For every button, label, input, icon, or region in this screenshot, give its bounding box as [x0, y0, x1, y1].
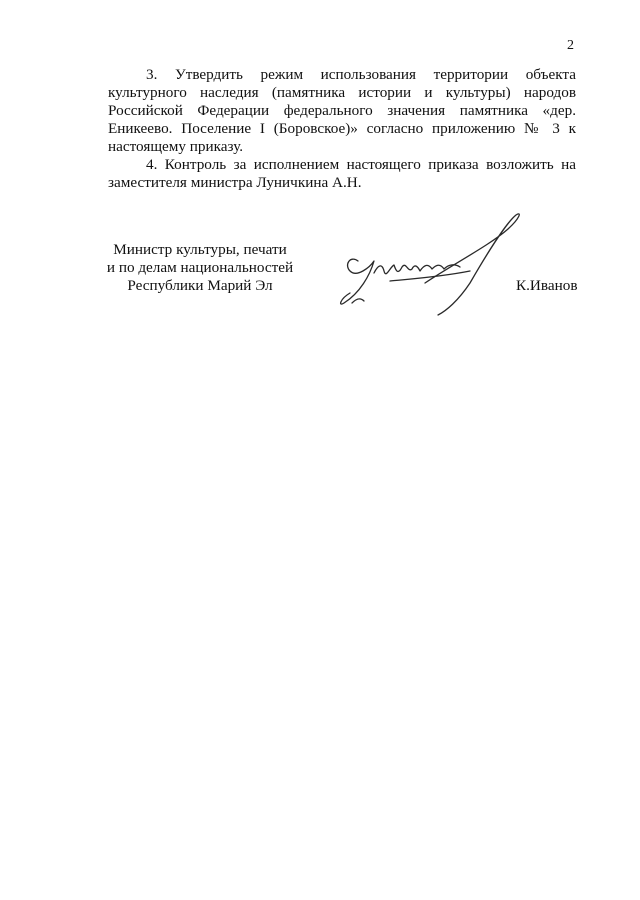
paragraph-3-line-5: к настоящему приказу.	[108, 120, 576, 155]
signatory-title	[100, 241, 300, 295]
signature-stroke-tick	[352, 299, 364, 303]
handwritten-signature	[330, 205, 530, 320]
signatory-title-line-3: Республики Марий Эл	[127, 277, 273, 294]
page-number: 2	[567, 38, 574, 53]
signatory-name: К.Иванов	[516, 277, 578, 294]
paragraph-4-line-1: 4. Контроль за исполнением настоящего приказа возложить	[146, 156, 554, 173]
paragraph-3-line-1: 3. Утвердить режим использования территории объекта	[146, 66, 576, 83]
paragraph-3-line-3: Российской Федерации федерального значения памятника	[108, 102, 528, 119]
signatory-title-line-1: Министр культуры, печати	[113, 241, 287, 258]
paragraph-4-line-2: на заместителя министра Луничкина А.Н.	[108, 156, 576, 191]
order-body	[108, 66, 576, 192]
paragraph-4	[108, 156, 576, 192]
paragraph-3	[108, 66, 576, 156]
signature-stroke-flourish	[341, 259, 374, 304]
signatory-title-line-2: и по делам национальностей	[106, 259, 294, 276]
paragraph-3-line-4: «дер. Еникеево. Поселение I (Боровское)» согласно приложению № 3	[108, 102, 576, 137]
paragraph-3-line-2: культурного наследия (памятника истории и культуры) народов	[108, 84, 576, 101]
signature-stroke-loop	[425, 214, 519, 315]
